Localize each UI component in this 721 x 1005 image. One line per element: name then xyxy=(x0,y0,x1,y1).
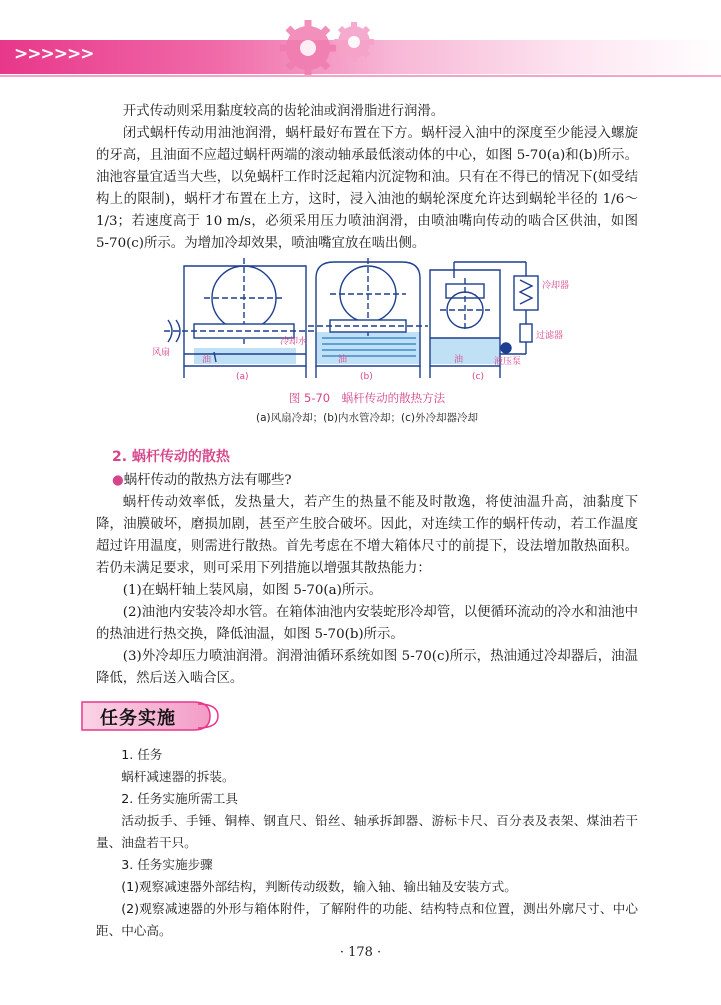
sublabel-b: (b) xyxy=(360,372,373,382)
paragraph-open-drive: 开式传动则采用黏度较高的齿轮油或润滑脂进行润滑。 xyxy=(122,104,445,119)
list-item-spray: (3)外冷却压力喷油润滑。润滑油循环系统如图 5-70(c)所示，热油通过冷却器后，油温降低，然后送入啮合区。 xyxy=(96,649,638,686)
paragraph-closed-drive: 闭式蜗杆传动用油池润滑，蜗杆最好布置在下方。蜗杆浸入油中的深度至少能浸入螺旋的牙高，且油面不应超过蜗杆两端的滚动轴承最低滚动体的中心，如图 5-70(a)和(b)所示。油池容量宜适当大些，以免蜗杆工作时泛起箱内沉淀物和油。只有在不得已的情况下(如受结构上的限制)，蜗杆才布置在上方，这时，浸入油池的蜗轮深度允许达到蜗轮半径的 1/6～1/3；若速度高于 10 m/s，必须采用压力喷油润滑，由喷油嘴向传动的啮合区供油，如图 5-70(c)所示。为增加冷却效果，喷油嘴宜放在啮出侧。 xyxy=(96,126,638,251)
label-oil-c: 油 xyxy=(454,355,464,365)
list-item-fan: (1)在蜗杆轴上装风扇，如图 5-70(a)所示。 xyxy=(122,583,383,598)
task-2-body: 活动扳手、手锤、铜棒、钢直尺、铅丝、轴承拆卸器、游标卡尺、百分表及表架、煤油若干量、油盘若干只。 xyxy=(96,813,638,850)
question-text: 蜗杆传动的散热方法有哪些? xyxy=(123,473,292,488)
label-oil-a: 油 xyxy=(202,355,212,365)
task-1-body: 蜗杆减速器的拆装。 xyxy=(121,769,235,784)
list-item-water-pipe: (2)油池内安装冷却水管。在箱体油池内安装蛇形冷却管，以便循环流动的冷水和油池中的热油进行热交换，降低油温，如图 5-70(b)所示。 xyxy=(96,605,638,642)
label-cooling-water: 冷却水 xyxy=(280,337,308,347)
bullet-icon: ● xyxy=(112,473,124,488)
figure-5-70 xyxy=(154,258,574,384)
label-oil-b: 油 xyxy=(338,355,348,365)
task-3-heading: 3. 任务实施步骤 xyxy=(121,857,213,872)
task-3-item-2: (2)观察减速器的外形与箱体附件，了解附件的功能、结构特点和位置，测出外廓尺寸、中心距、中心高。 xyxy=(96,901,638,938)
figure-subcaption: (a)风扇冷却；(b)内水管冷却；(c)外冷却器冷却 xyxy=(256,412,478,424)
task-banner-title: 任务实施 xyxy=(100,708,176,729)
task-3-item-1: (1)观察减速器外部结构，判断传动级数，输入轴、输出轴及安装方式。 xyxy=(121,879,517,894)
figure-caption: 图 5-70 蜗杆传动的散热方法 xyxy=(288,391,446,405)
figure-panel-c xyxy=(430,262,538,378)
page-number: · 178 · xyxy=(339,945,382,960)
label-fan: 风扇 xyxy=(152,348,171,358)
sublabel-c: (c) xyxy=(472,372,484,382)
figure-panel-b xyxy=(308,258,428,378)
page-header xyxy=(0,0,721,82)
paragraph-heat-dissipation: 蜗杆传动效率低，发热量大，若产生的热量不能及时散逸，将使油温升高，油黏度下降，油膜破坏，磨损加剧，甚至产生胶合破坏。因此，对连续工作的蜗杆传动，若工作温度超过许用温度，则需进行散热。首先考虑在不增大箱体尺寸的前提下，设法增加散热面积。若仍未满足要求，则可采用下列措施以增强其散热能力： xyxy=(96,495,638,576)
figure-panel-a xyxy=(164,258,314,378)
task-2-heading: 2. 任务实施所需工具 xyxy=(121,791,238,806)
label-pump: 液压泵 xyxy=(494,357,522,367)
label-filter: 过滤器 xyxy=(536,331,564,341)
section-heading: 2. 蜗杆传动的散热 xyxy=(112,449,230,465)
header-arrows: >>>>>> xyxy=(14,44,94,64)
label-cooler: 冷却器 xyxy=(542,281,570,291)
gear-decoration-icon xyxy=(268,8,388,82)
question-line xyxy=(112,470,292,492)
sublabel-a: (a) xyxy=(236,372,249,382)
task-1-heading: 1. 任务 xyxy=(121,747,163,762)
header-rule xyxy=(0,75,721,77)
